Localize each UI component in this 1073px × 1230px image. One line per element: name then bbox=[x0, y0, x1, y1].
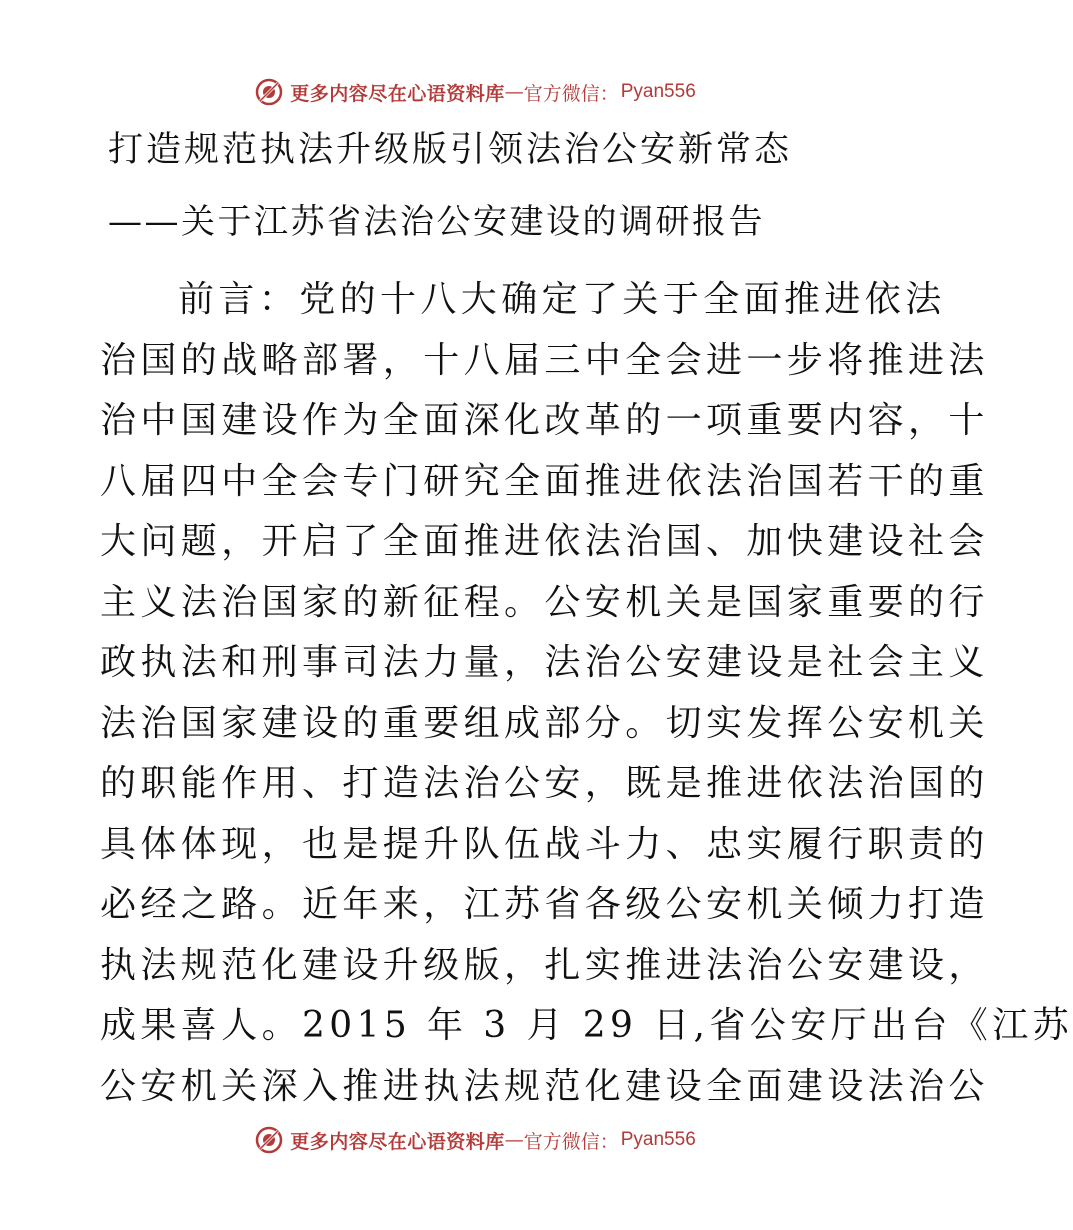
banner-official-label: 官方微信： bbox=[523, 1130, 619, 1153]
body-line: 具体体现，也是提升队伍战斗力、忠实履行职责的 bbox=[100, 823, 989, 865]
banner-wechat-handle: Pyan556 bbox=[620, 1129, 696, 1150]
document-subtitle: ——关于江苏省法治公安建设的调研报告 bbox=[108, 202, 765, 242]
header-banner bbox=[0, 72, 950, 112]
body-line: 大问题，开启了全面推进依法治国、加快建设社会 bbox=[100, 521, 989, 562]
body-line: 治中国建设作为全面深化改革的一项重要内容，十 bbox=[100, 400, 989, 441]
body-line: 治国的战略部署，十八届三中全会进一步将推进法 bbox=[100, 339, 989, 381]
footer-banner bbox=[0, 1120, 950, 1160]
body-line: 执法规范化建设升级版，扎实推进法治公安建设， bbox=[100, 944, 989, 986]
body-line: 的职能作用、打造法治公安，既是推进依法治国的 bbox=[100, 763, 989, 804]
body-line: 政执法和刑事司法力量，法治公安建设是社会主义 bbox=[100, 642, 989, 683]
banner-separator: — bbox=[504, 81, 524, 103]
body-line: 前言：党的十八大确定了关于全面推进依法 bbox=[178, 279, 946, 320]
banner-separator: — bbox=[504, 1129, 524, 1151]
banner-official-label: 官方微信： bbox=[523, 82, 619, 105]
brand-logo-icon bbox=[254, 77, 284, 107]
banner-text: 更多内容尽在心语资料库 bbox=[290, 82, 505, 105]
body-line: 必经之路。近年来，江苏省各级公安机关倾力打造 bbox=[100, 884, 989, 925]
banner-wechat-handle: Pyan556 bbox=[620, 81, 696, 102]
banner-text: 更多内容尽在心语资料库 bbox=[290, 1130, 505, 1153]
body-line: 法治国家建设的重要组成部分。切实发挥公安机关 bbox=[100, 702, 989, 744]
document-body bbox=[100, 270, 1073, 1117]
body-line: 成果喜人。2015 年 3 月 29 日,省公安厅出台《江苏 bbox=[100, 1005, 1073, 1046]
document-title: 打造规范执法升级版引领法治公安新常态 bbox=[108, 130, 793, 170]
brand-logo-icon bbox=[254, 1125, 284, 1155]
body-line: 主义法治国家的新征程。公安机关是国家重要的行 bbox=[100, 581, 989, 623]
body-line: 公安机关深入推进执法规范化建设全面建设法治公 bbox=[100, 1065, 989, 1107]
body-line: 八届四中全会专门研究全面推进依法治国若干的重 bbox=[100, 460, 989, 502]
